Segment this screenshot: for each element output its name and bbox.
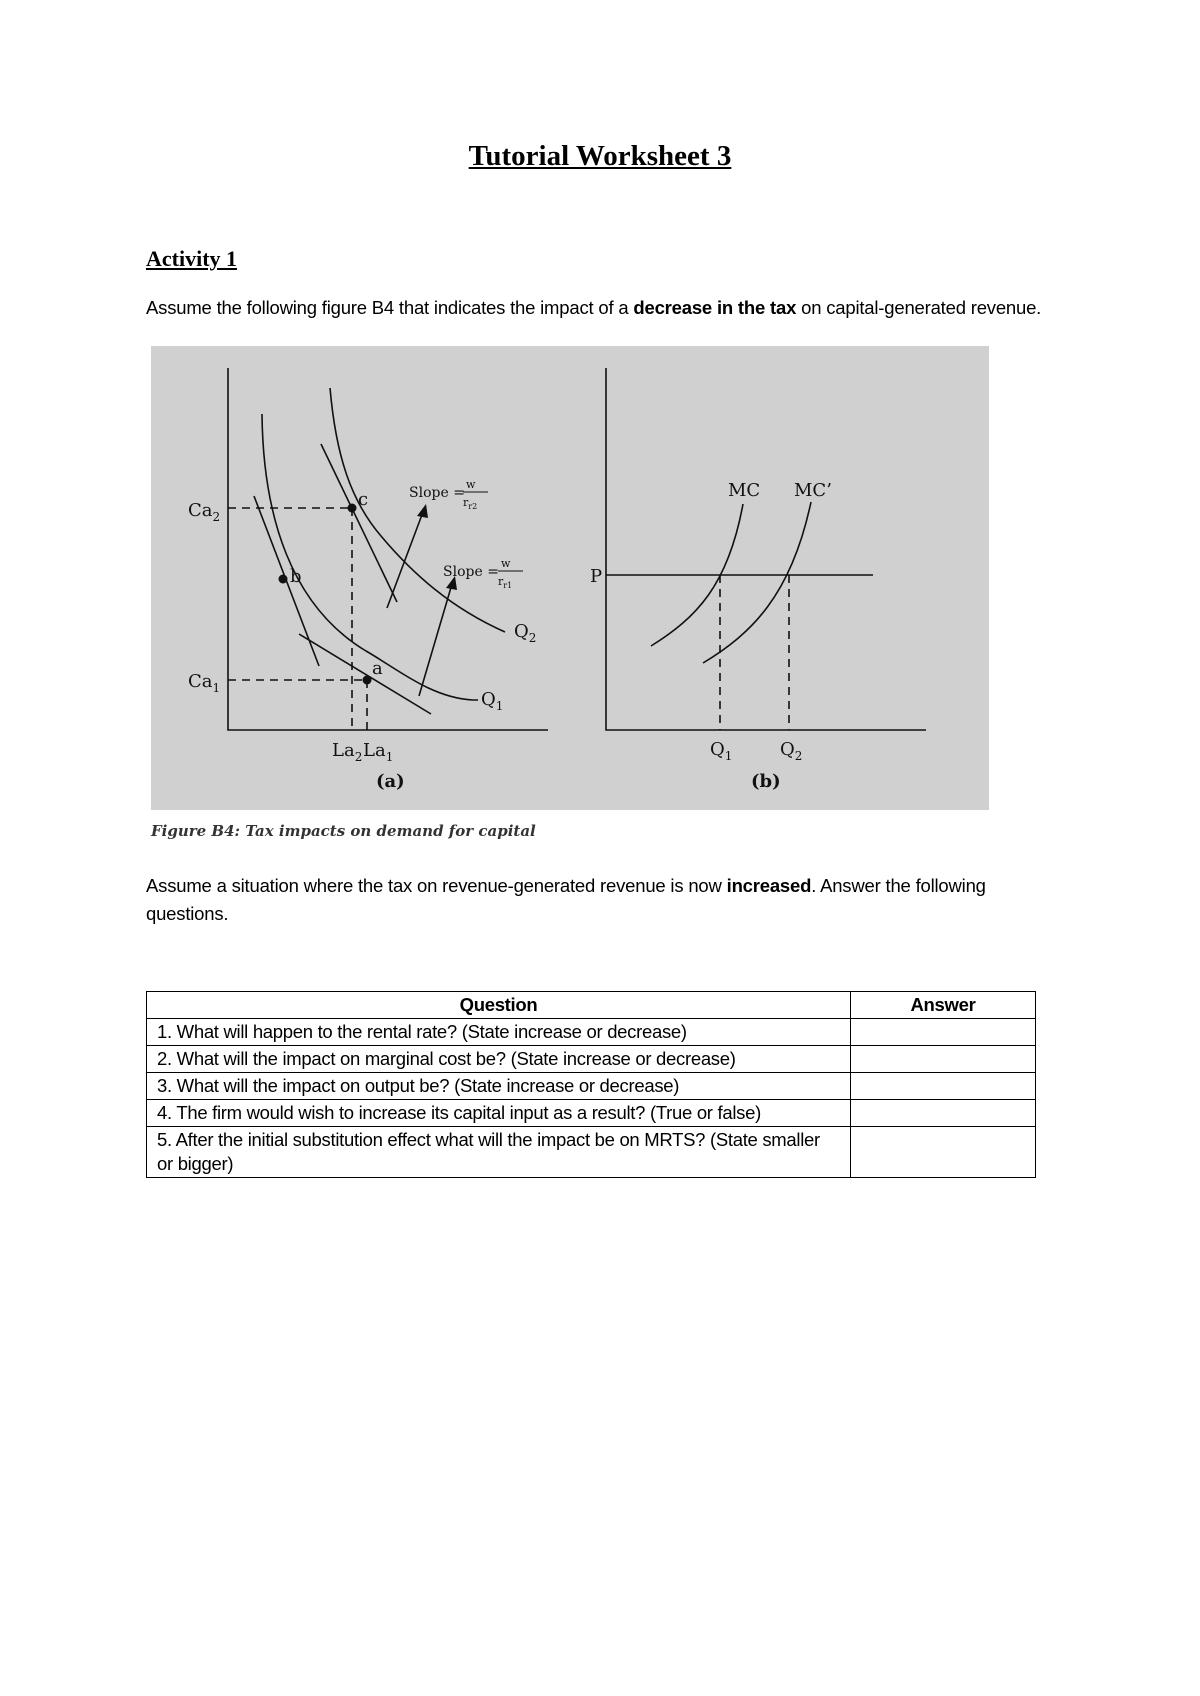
panel-a-label: (a) xyxy=(376,771,405,792)
slope-upper-num: w xyxy=(466,478,476,491)
slope-lower-den: $r_{r1}$ xyxy=(498,575,513,590)
arrow-slope-upper xyxy=(387,512,423,608)
answer-cell[interactable] xyxy=(851,1073,1036,1100)
intro-text-after: on capital-generated revenue. xyxy=(796,297,1042,318)
table-row xyxy=(147,1046,1036,1073)
worksheet-title: Tutorial Worksheet 3 xyxy=(468,140,732,172)
intro-paragraph xyxy=(146,294,1146,322)
questions-table xyxy=(146,991,1036,1178)
answer-cell[interactable] xyxy=(851,1046,1036,1073)
tick-ca1: $Ca_1$ xyxy=(188,671,221,695)
tick-q2: $Q_2$ xyxy=(780,739,803,763)
label-mc-prime: MC’ xyxy=(794,480,832,501)
table-header-row xyxy=(147,992,1036,1019)
panel-a-axes xyxy=(228,368,548,730)
question-cell: 4. The firm would wish to increase its capital input as a result? (True or false) xyxy=(147,1100,851,1127)
isoquant-q1 xyxy=(262,414,478,700)
panel-b-axes xyxy=(606,368,926,730)
tick-q1: $Q_1$ xyxy=(710,739,733,763)
table-row xyxy=(147,1127,1036,1178)
question-intro-paragraph xyxy=(146,872,1026,928)
tick-la1: $La_1$ xyxy=(363,740,394,764)
question-intro-bold: increased xyxy=(726,875,812,896)
slope-label-lower: Slope = xyxy=(443,564,499,580)
header-question: Question xyxy=(147,992,851,1019)
slope-lower-num: w xyxy=(501,557,511,570)
isoquant-q2 xyxy=(330,388,505,632)
label-q1: $Q_1$ xyxy=(481,689,504,713)
answer-cell[interactable] xyxy=(851,1127,1036,1178)
tangent-c xyxy=(321,444,397,602)
label-mc: MC xyxy=(728,480,761,501)
question-intro-after: . Answer the following questions. xyxy=(146,875,986,924)
label-a: a xyxy=(372,658,383,679)
intro-text-bold: decrease in the tax xyxy=(633,297,797,318)
question-cell: 1. What will happen to the rental rate? (State increase or decrease) xyxy=(147,1019,851,1046)
question-intro-before: Assume a situation where the tax on revenue-generated revenue is now xyxy=(146,875,727,896)
label-p: P xyxy=(590,566,603,587)
answer-cell[interactable] xyxy=(851,1019,1036,1046)
arrowhead-upper xyxy=(417,504,428,518)
panel-b-label: (b) xyxy=(751,771,781,792)
arrow-slope-lower xyxy=(419,584,452,696)
slope-upper-den: $r_{r2}$ xyxy=(463,496,478,511)
question-cell: 3. What will the impact on output be? (State increase or decrease) xyxy=(147,1073,851,1100)
label-b: b xyxy=(290,566,302,587)
tangent-a xyxy=(299,634,431,714)
figure-b4-diagram xyxy=(151,346,989,810)
tick-la2: $La_2$ xyxy=(332,740,363,764)
intro-text-before: Assume the following figure B4 that indicates the impact of a xyxy=(146,297,634,318)
table-row xyxy=(147,1100,1036,1127)
label-c: c xyxy=(358,489,369,510)
header-answer: Answer xyxy=(851,992,1036,1019)
figure-b4 xyxy=(151,346,989,810)
tick-ca2: $Ca_2$ xyxy=(188,500,221,524)
answer-cell[interactable] xyxy=(851,1100,1036,1127)
slope-label-upper: Slope = xyxy=(409,485,465,501)
table-row xyxy=(147,1073,1036,1100)
question-cell: 2. What will the impact on marginal cost be? (State increase or decrease) xyxy=(147,1046,851,1073)
figure-caption: Figure B4: Tax impacts on demand for capital xyxy=(151,822,536,840)
question-cell: 5. After the initial substitution effect what will the impact be on MRTS? (State smaller or bigger) xyxy=(147,1127,851,1178)
point-b xyxy=(279,575,288,584)
table-row xyxy=(147,1019,1036,1046)
label-q2: $Q_2$ xyxy=(514,621,537,645)
activity-heading: Activity 1 xyxy=(146,246,238,271)
